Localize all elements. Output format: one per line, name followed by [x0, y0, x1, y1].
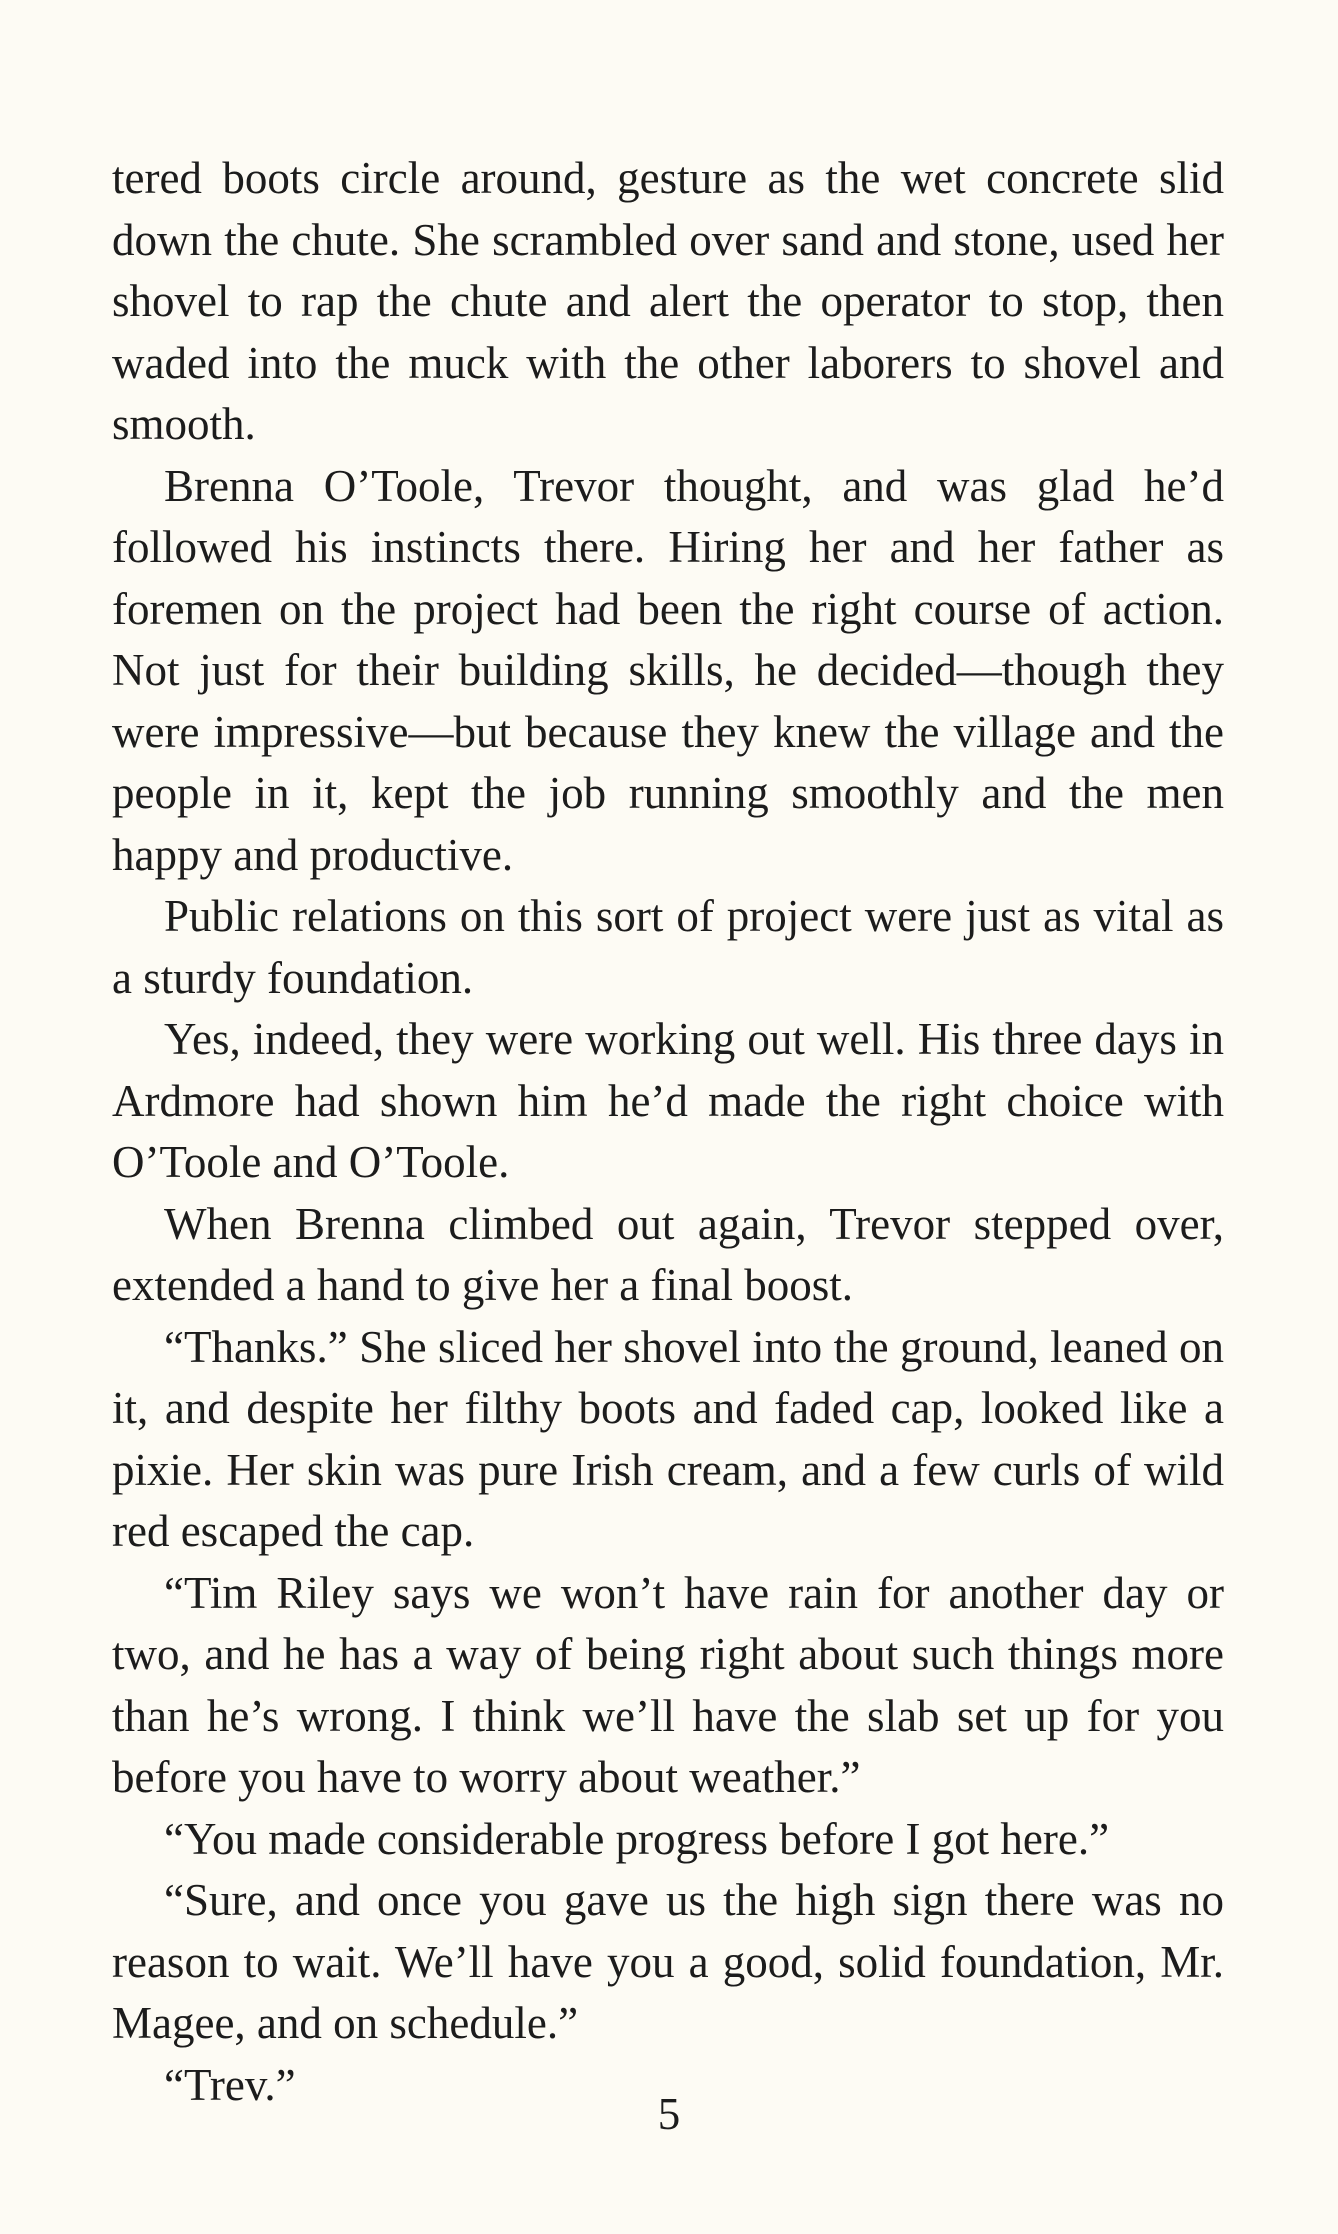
paragraph-3: Public relations on this sort of project were just as vital as a sturdy foundation.: [112, 891, 1224, 1003]
paragraph-1: tered boots circle around, gesture as the wet concrete slid down the chute. She scrambled over sand and stone, used her shovel to rap the chute and alert the operator to stop, then waded into the muck with the other laborers to shovel and smooth.: [112, 153, 1224, 449]
paragraph-6: “Thanks.” She sliced her shovel into the ground, leaned on it, and despite her filthy boots and faded cap, looked like a pixie. Her skin was pure Irish cream, and a few curls of wild red escaped the cap.: [112, 1321, 1224, 1556]
paragraph-8: “You made considerable progress before I got here.”: [164, 1813, 1110, 1864]
paragraph-7: “Tim Riley says we won’t have rain for another day or two, and he has a way of being right about such things more than he’s wrong. I think we’ll have the slab set up for you before you have to worry about weather.”: [112, 1567, 1224, 1802]
paragraph-4: Yes, indeed, they were working out well. His three days in Ardmore had shown him he’d made the right choice with O’Toole and O’Toole.: [112, 1014, 1224, 1187]
page-body-text: [112, 148, 1224, 2116]
paragraph-9: “Sure, and once you gave us the high sign there was no reason to wait. We’ll have you a good, solid foundation, Mr. Magee, and on schedule.”: [112, 1875, 1224, 2048]
paragraph-2: Brenna O’Toole, Trevor thought, and was glad he’d followed his instincts there. Hiring her and her father as foremen on the project had been the right course of action. Not just for their building skills, he decided—though they were impressive—but because they knew the village and the people in it, kept the job running smoothly and the men happy and productive.: [112, 460, 1224, 880]
paragraph-5: When Brenna climbed out again, Trevor stepped over, extended a hand to give her a final boost.: [112, 1198, 1224, 1310]
page-number: 5: [657, 2089, 681, 2139]
paragraph-10: “Trev.”: [164, 2059, 296, 2110]
